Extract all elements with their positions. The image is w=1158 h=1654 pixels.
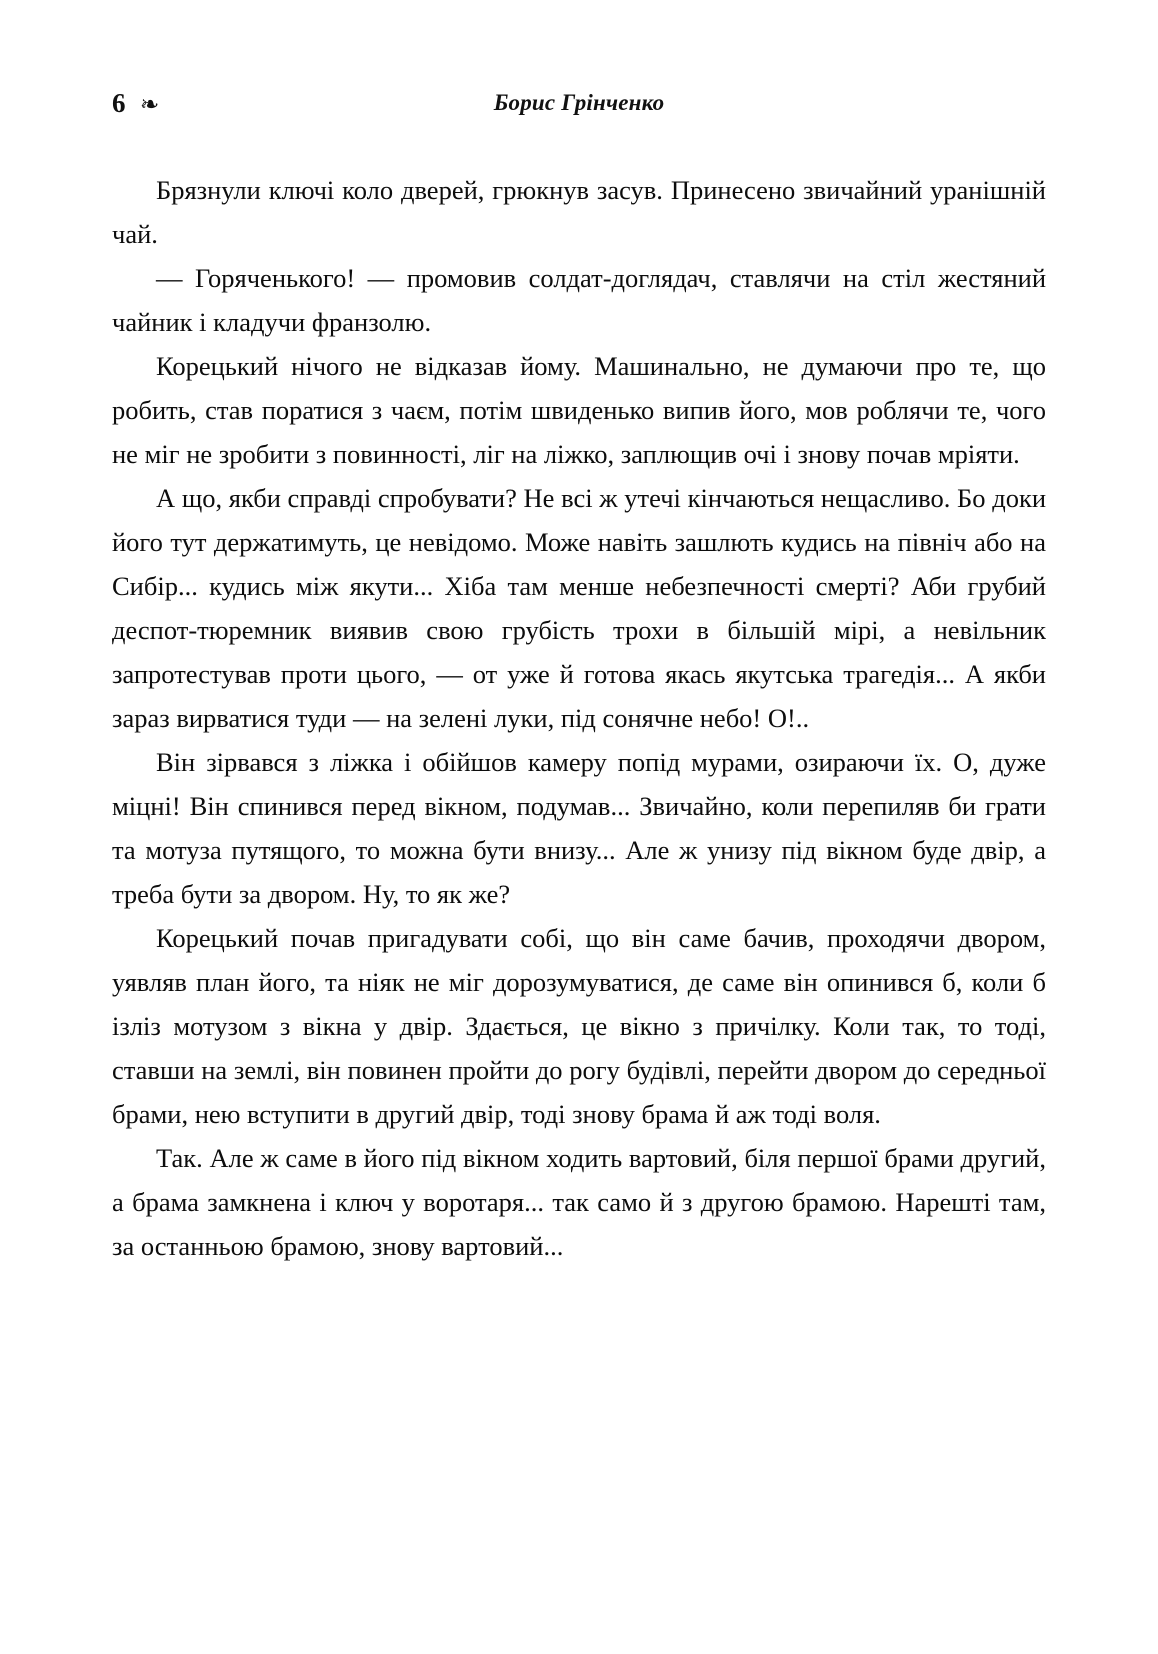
paragraph: А що, якби справді спробувати? Не всі ж утечі кінчаються нещасливо. Бо доки його тут держатимуть, це невідомо. Може навіть зашлють кудись на північ або на Сибір... кудись між якути... Хіба там менше небезпечності смерті? Аби грубий деспот-тюремник виявив свою грубість трохи в більшій мірі, а невільник запротестував проти цього, — от уже й готова якась якутська трагедія... А якби зараз вирватися туди — на зелені луки, під сонячне небо! О!.. (112, 483, 1046, 733)
ornament-icon: ❧ (140, 92, 160, 118)
body-text (112, 168, 1046, 1268)
page-header (112, 88, 1046, 128)
running-title: Борис Грінченко (493, 90, 665, 115)
page-number: 6 (112, 88, 126, 118)
paragraph: Корецький почав пригадувати собі, що він саме бачив, проходячи двором, уявляв план його, та ніяк не міг дорозумуватися, де саме він опинився б, коли б ізліз мотузом з вікна у двір. Здається, це вікно з причілку. Коли так, то тоді, ставши на землі, він повинен пройти до рогу будівлі, перейти двором до середньої брами, нею вступити в другий двір, тоді знову брама й аж тоді воля. (112, 923, 1046, 1129)
paragraph: Так. Але ж саме в його під вікном ходить вартовий, біля першої брами другий, а брама замкнена і ключ у воротаря... так само й з другою брамою. Нарешті там, за останньою брамою, знову вартовий... (112, 1143, 1046, 1261)
paragraph: Він зірвався з ліжка і обійшов камеру попід мурами, озираючи їх. О, дуже міцні! Він спинився перед вікном, подумав... Звичайно, коли перепиляв би грати та мотуза путящого, то можна бути внизу... Але ж унизу під вікном буде двір, а треба бути за двором. Ну, то як же? (112, 747, 1046, 909)
paragraph: Корецький нічого не відказав йому. Машинально, не думаючи про те, що робить, став поратися з чаєм, потім швиденько випив його, мов роблячи те, чого не міг не зробити з повинності, ліг на ліжко, заплющив очі і знову почав мріяти. (112, 351, 1046, 469)
paragraph: Брязнули ключі коло дверей, грюкнув засув. Принесено звичайний уранішній чай. (112, 175, 1046, 249)
paragraph: — Горяченького! — промовив солдат-доглядач, ставлячи на стіл жестяний чайник і кладучи франзолю. (112, 263, 1046, 337)
